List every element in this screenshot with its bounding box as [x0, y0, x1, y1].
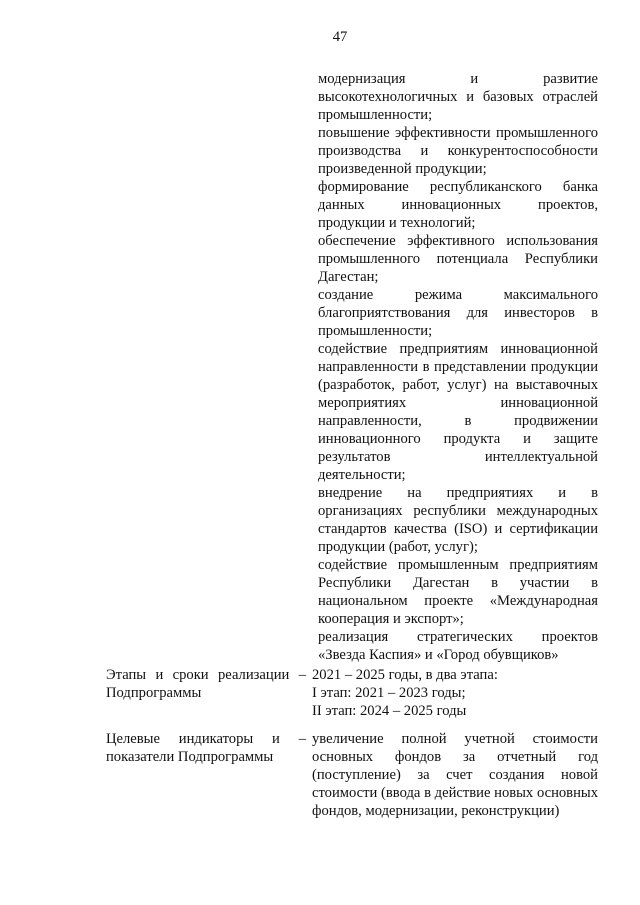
stages-line: 2021 – 2025 годы, в два этапа:: [312, 667, 498, 683]
page-number: 47: [332, 29, 348, 45]
goal-item: повышение эффективности промышленного производства и конкурентоспособности произведенной продукции;: [318, 125, 598, 177]
stages-label: Этапы и сроки реализации – Подпрограммы: [106, 667, 306, 701]
goal-item: содействие предприятиям инновационной направленности в представлении продукции (разработок, работ, услуг) на выставочных мероприятиях инновационной направленности, в продвижении инновационного продукта и защите результатов интеллектуальной деятельности;: [318, 341, 598, 483]
goal-item: обеспечение эффективного использования промышленного потенциала Республики Дагестан;: [318, 233, 598, 285]
stages-line: II этап: 2024 – 2025 годы: [312, 703, 467, 719]
goal-item: создание режима максимального благоприятствования для инвесторов в промышленности;: [318, 287, 598, 339]
goal-item: содействие промышленным предприятиям Республики Дагестан в участии в национальном проекте «Международная кооперация и экспорт»;: [318, 557, 598, 627]
goal-item: формирование республиканского банка данных инновационных проектов, продукции и технологий;: [318, 179, 598, 231]
stages-line: I этап: 2021 – 2023 годы;: [312, 685, 466, 701]
stages-value: [312, 666, 598, 720]
goal-item: модернизация и развитие высокотехнологичных и базовых отраслей промышленности;: [318, 71, 598, 123]
goal-item: реализация стратегических проектов «Звезда Каспия» и «Город обувщиков»: [318, 629, 598, 663]
goal-item: внедрение на предприятиях и в организациях республики международных стандартов качества (ISO) и сертификации продукции (работ, услуг);: [318, 485, 598, 555]
goals-list: [318, 70, 598, 664]
indicators-label: Целевые индикаторы и – показатели Подпрограммы: [106, 731, 306, 765]
indicators-value: увеличение полной учетной стоимости основных фондов за отчетный год (поступление) за счет создания новой стоимости (ввода в действие новых основных фондов, модернизации, реконструкции): [312, 731, 598, 819]
